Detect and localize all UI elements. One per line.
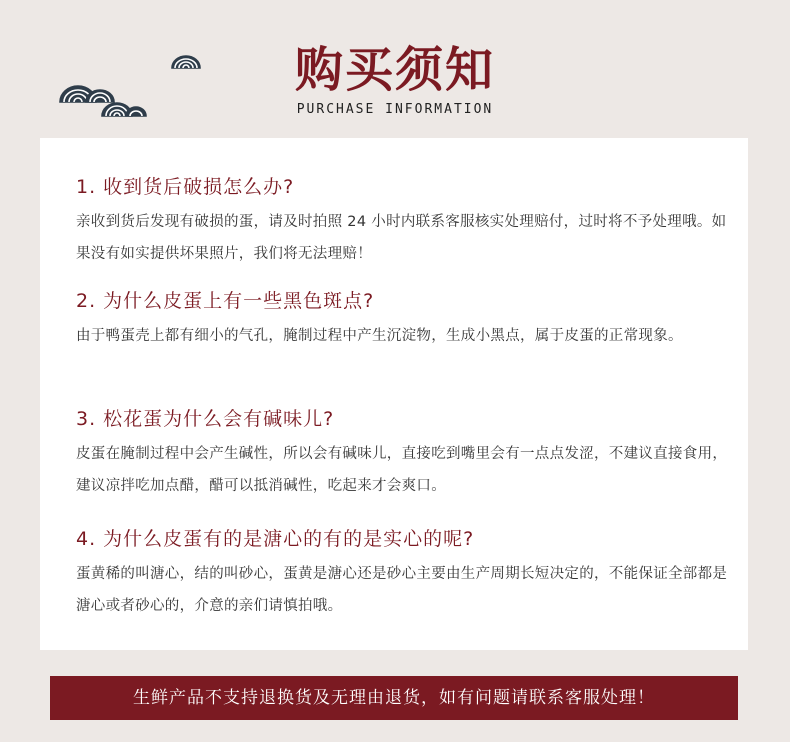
faq-question: 1. 收到货后破损怎么办? [76,176,295,198]
faq-item [76,174,736,270]
faq-question: 2. 为什么皮蛋上有一些黑色斑点? [76,290,375,312]
faq-answer: 蛋黄稀的叫溏心，结的叫砂心，蛋黄是溏心还是砂心主要由生产周期长短决定的，不能保证全部都是溏心或者砂心的，介意的亲们请慎拍哦。 [76,566,728,614]
faq-question: 4. 为什么皮蛋有的是溏心的有的是实心的呢? [76,528,475,550]
page-title: 购买须知 [294,42,495,98]
notice-banner: 生鲜产品不支持退换货及无理由退货，如有问题请联系客服处理！ [50,676,738,720]
faq-question: 3. 松花蛋为什么会有碱味儿? [76,408,335,430]
page-subtitle: PURCHASE INFORMATION [296,102,494,117]
faq-answer: 皮蛋在腌制过程中会产生碱性，所以会有碱味儿，直接吃到嘴里会有一点点发涩，不建议直接食用，建议凉拌吃加点醋，醋可以抵消碱性，吃起来才会爽口。 [76,446,728,494]
faq-item [76,526,736,622]
faq-item [76,406,736,502]
faq-answer: 亲收到货后发现有破损的蛋，请及时拍照 24 小时内联系客服核实处理赔付，过时将不予处理哦。如果没有如实提供坏果照片，我们将无法理赔！ [76,214,727,262]
faq-answer: 由于鸭蛋壳上都有细小的气孔，腌制过程中产生沉淀物，生成小黑点，属于皮蛋的正常现象。 [76,328,683,344]
faq-item [76,288,736,352]
faq-card [40,138,748,650]
